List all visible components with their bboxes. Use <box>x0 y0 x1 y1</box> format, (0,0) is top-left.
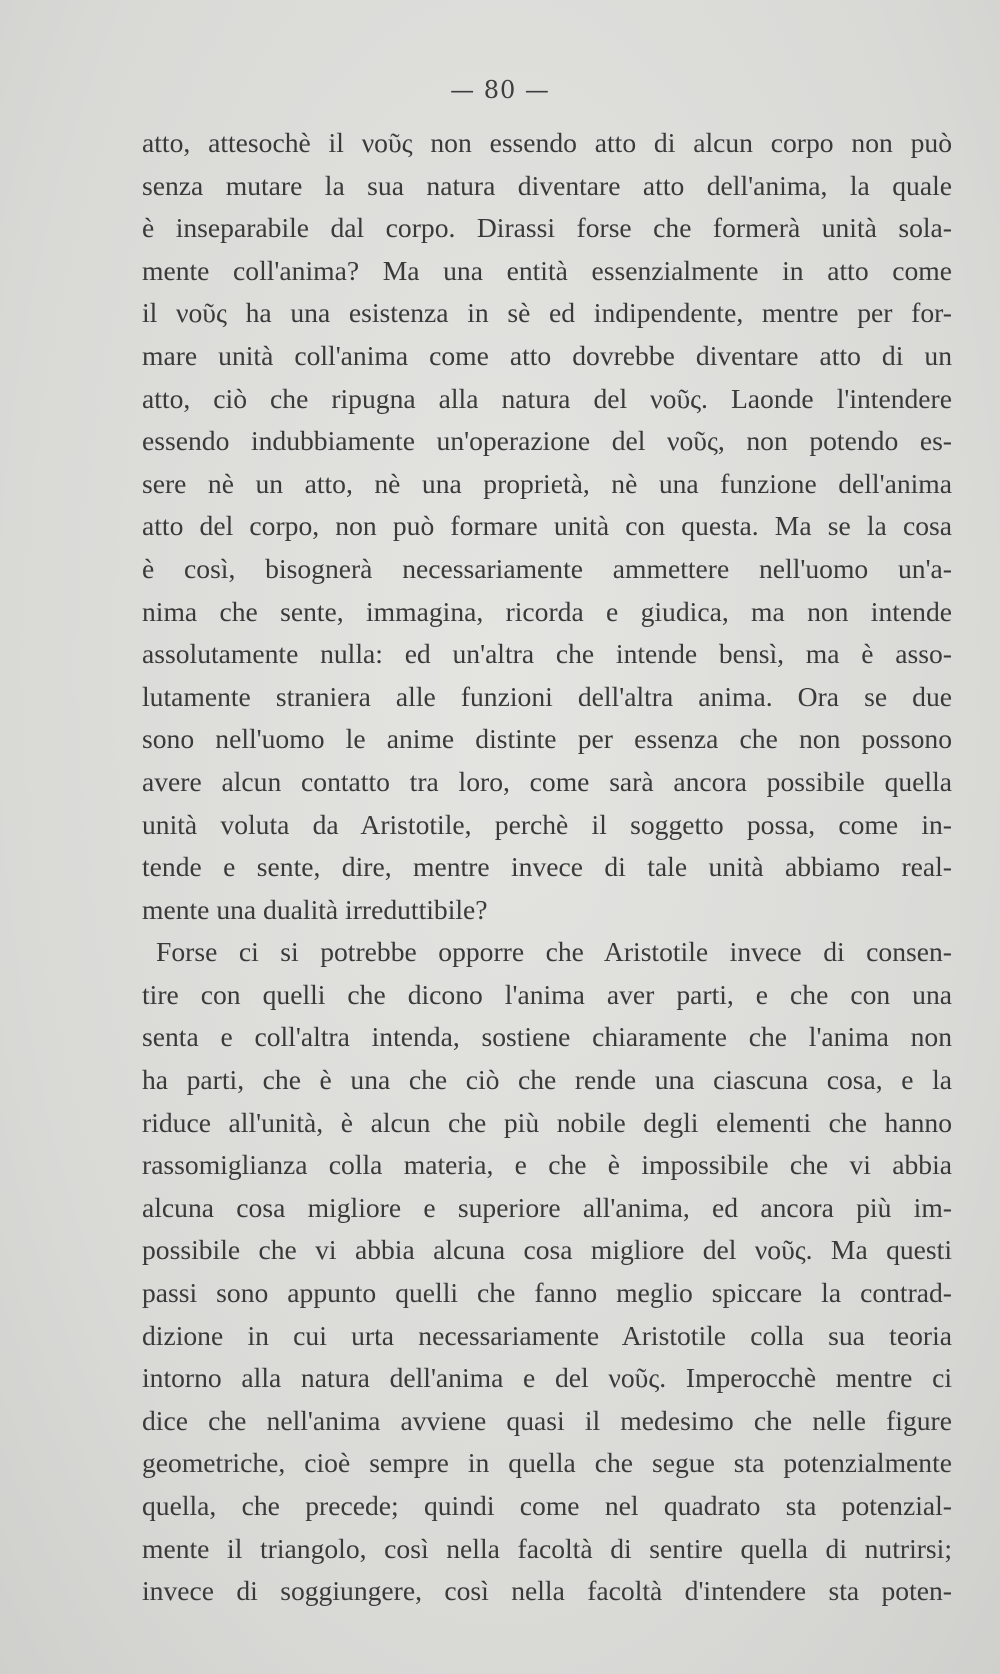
text-line: passi sono appunto quelli che fanno meglio spiccare la contrad- <box>142 1277 952 1309</box>
text-line: unità voluta da Aristotile, perchè il soggetto possa, come in- <box>142 808 952 840</box>
text-line: mare unità coll'anima come atto dovrebbe diventare atto di un <box>142 339 952 371</box>
text-line: alcuna cosa migliore e superiore all'anima, ed ancora più im- <box>142 1191 952 1223</box>
text-line: mente una dualità irreduttibile? <box>142 893 488 925</box>
page-number: — 80 — <box>450 76 550 104</box>
text-line: intorno alla natura dell'anima e del νοῦς. Imperocchè mentre ci <box>142 1362 952 1394</box>
text-line: geometriche, cioè sempre in quella che segue sta potenzialmente <box>142 1447 952 1479</box>
text-line: avere alcun contatto tra loro, come sarà ancora possibile quella <box>142 765 952 797</box>
text-line: mente il triangolo, così nella facoltà di sentire quella di nutrirsi; <box>142 1532 952 1564</box>
text-line: atto, ciò che ripugna alla natura del νοῦς. Laonde l'intendere <box>142 382 952 414</box>
text-line: tire con quelli che dicono l'anima aver parti, e che con una <box>142 978 952 1010</box>
text-line: atto del corpo, non può formare unità con questa. Ma se la cosa <box>142 510 952 542</box>
text-line: rassomiglianza colla materia, e che è impossibile che vi abbia <box>142 1149 952 1181</box>
text-line: atto, attesochè il νοῦς non essendo atto di alcun corpo non può <box>142 127 952 158</box>
text-line: invece di soggiungere, così nella facoltà d'intendere sta poten- <box>142 1575 952 1607</box>
text-line: ha parti, che è una che ciò che rende una ciascuna cosa, e la <box>142 1064 952 1096</box>
text-line: senta e coll'altra intenda, sostiene chiaramente che l'anima non <box>142 1021 952 1053</box>
text-line: essendo indubbiamente un'operazione del νοῦς, non potendo es- <box>142 425 952 457</box>
text-line: possibile che vi abbia alcuna cosa migliore del νοῦς. Ma questi <box>142 1234 952 1266</box>
text-line: assolutamente nulla: ed un'altra che intende bensì, ma è asso- <box>142 638 952 670</box>
text-line: mente coll'anima? Ma una entità essenzialmente in atto come <box>142 254 952 286</box>
text-line: dice che nell'anima avviene quasi il medesimo che nelle figure <box>142 1404 952 1436</box>
text-line: lutamente straniera alle funzioni dell'altra anima. Ora se due <box>142 680 952 712</box>
text-line: Forse ci si potrebbe opporre che Aristotile invece di consen- <box>156 936 952 968</box>
text-line: sono nell'uomo le anime distinte per essenza che non possono <box>142 723 952 755</box>
paragraph <box>142 931 952 1613</box>
text-line: sere nè un atto, nè una proprietà, nè una funzione dell'anima <box>142 467 952 499</box>
text-line: è inseparabile dal corpo. Dirassi forse che formerà unità sola- <box>142 212 952 244</box>
text-line: quella, che precede; quindi come nel quadrato sta potenzial- <box>142 1490 952 1521</box>
text-line: dizione in cui urta necessariamente Aristotile colla sua teoria <box>142 1319 952 1351</box>
text-line: il νοῦς ha una esistenza in sè ed indipendente, mentre per for- <box>142 297 952 329</box>
text-line: senza mutare la sua natura diventare atto dell'anima, la quale <box>142 169 952 201</box>
text-line: tende e sente, dire, mentre invece di tale unità abbiamo real- <box>142 851 952 883</box>
text-line: è così, bisognerà necessariamente ammettere nell'uomo un'a- <box>142 552 952 584</box>
body-text <box>142 122 952 1613</box>
text-line: riduce all'unità, è alcun che più nobile degli elementi che hanno <box>142 1106 952 1138</box>
text-line: nima che sente, immagina, ricorda e giudica, ma non intende <box>142 595 952 627</box>
paragraph <box>142 122 952 931</box>
